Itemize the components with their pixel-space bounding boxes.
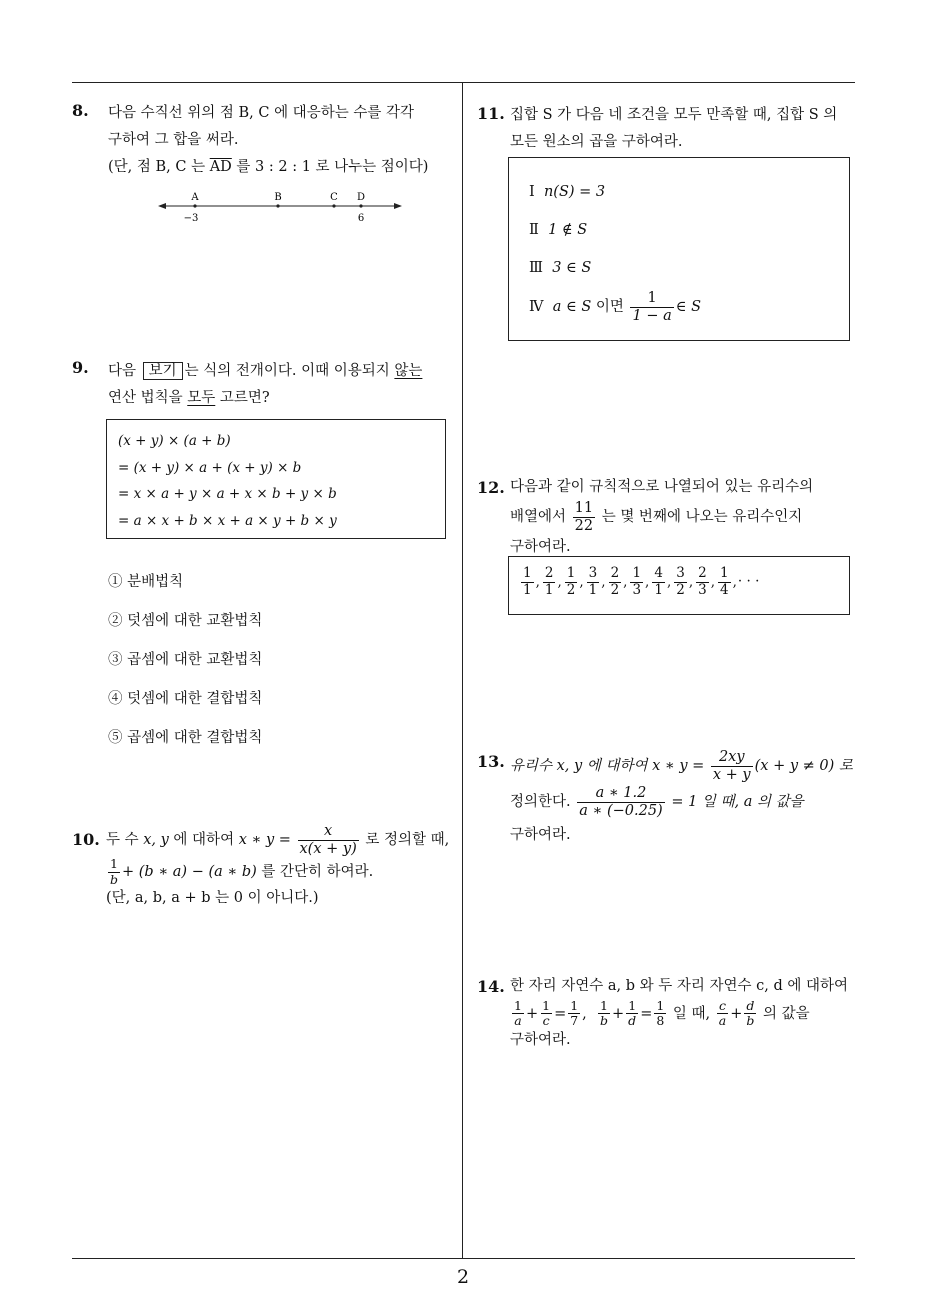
q14-f3-den: 7 [570, 1013, 579, 1029]
condition-4-label: Ⅳ [529, 299, 544, 316]
page-number: 2 [456, 1266, 470, 1288]
q10-line2-post: 를 간단히 하여라. [256, 864, 374, 881]
q14-f7-num: c [718, 998, 726, 1013]
expansion-line: = (x + y) × a + (x + y) × b [118, 459, 302, 476]
q13-line2-pre: 정의한다. [510, 794, 576, 811]
q12-number: 12. [477, 478, 505, 497]
q10-line2 [106, 857, 449, 887]
q9-line2-pre: 연산 법칙을 [108, 390, 188, 406]
q11-conditions-box [508, 157, 850, 341]
q12-target-den: 22 [574, 517, 594, 534]
q14-f5-num: 1 [628, 998, 637, 1013]
q8-number: 8. [72, 101, 89, 120]
point-c-label: C [330, 192, 338, 203]
q10-expr-den: b [110, 871, 119, 887]
point-a-dot [193, 204, 196, 207]
sequence-fraction [609, 566, 622, 598]
q13-number: 13. [477, 752, 505, 771]
sequence-fraction [543, 566, 556, 598]
q12-line2 [510, 500, 813, 534]
sequence-fraction [630, 566, 643, 598]
sequence-num: 1 [632, 565, 642, 581]
condition-4-pre: a ∈ S [552, 299, 592, 316]
q10-line1 [106, 823, 449, 857]
q13-cond-num: a ∗ 1.2 [595, 785, 647, 802]
q14-number: 14. [477, 977, 505, 996]
q14-line3: 구하여라. [510, 1031, 571, 1048]
condition-4-fraction [630, 290, 673, 324]
condition-4-den: 1 − a [632, 307, 672, 324]
sequence-den: 2 [566, 581, 576, 598]
q9-line2-post: 고르면? [215, 390, 270, 406]
q14-f1-den: a [514, 1013, 522, 1029]
sequence-fraction [674, 566, 687, 598]
q10-line1-post: 로 정의할 때, [365, 832, 450, 849]
q13-text [510, 749, 853, 846]
condition-2 [529, 222, 587, 238]
bogi-box: 보기 [143, 362, 183, 380]
condition-1-text: n(S) = 3 [543, 184, 606, 200]
condition-1-label: Ⅰ [529, 184, 535, 200]
sequence-num: 3 [676, 565, 685, 581]
sequence-num: 4 [654, 565, 663, 581]
q9-underlined-not: 않는 [394, 363, 423, 379]
q14-f5-den: d [628, 1013, 637, 1029]
q13-line1-pre: 유리수 x, y 에 대하여 x ∗ y = [510, 758, 709, 775]
q11-number: 11. [477, 104, 505, 123]
sequence-ellipsis: · · · [737, 573, 760, 590]
sequence-fraction [587, 566, 600, 598]
q9-number: 9. [72, 358, 89, 377]
q10-def-fraction [298, 823, 359, 857]
condition-2-text: 1 ∉ S [548, 222, 588, 238]
sequence-fraction [652, 566, 665, 598]
q10-number: 10. [72, 830, 100, 849]
q13-line1-post: (x + y ≠ 0) 로 [754, 758, 853, 775]
q10-line3: (단, a, b, a + b 는 0 이 아니다.) [106, 890, 319, 907]
q14-f4-den: b [600, 1013, 609, 1029]
value-a-label: −3 [183, 213, 199, 224]
number-line [158, 186, 404, 226]
condition-4-post: ∈ S [675, 299, 702, 316]
sequence-den: 1 [544, 581, 554, 598]
sequence-num: 1 [566, 565, 576, 581]
column-separator [462, 82, 463, 1258]
point-b-label: B [274, 192, 282, 203]
sequence-den: 1 [588, 581, 598, 598]
q14-f1-num: 1 [514, 998, 522, 1013]
q13-cond-fraction [577, 785, 664, 819]
segment-ad: $\overline{AD}$ [209, 159, 232, 175]
choice-1[interactable]: ① 분배법칙 [108, 574, 184, 590]
q12-text [510, 474, 813, 560]
q12-line2-pre: 배열에서 [510, 509, 571, 526]
q11-text [510, 102, 837, 156]
sequence-fraction [718, 566, 731, 598]
condition-2-label: Ⅱ [529, 222, 539, 238]
q14-line1: 한 자리 자연수 a, b 와 두 자리 자연수 c, d 에 대하여 [510, 978, 848, 994]
q10-def-den: x(x + y) [299, 840, 357, 857]
q10-def-num: x [324, 823, 333, 839]
condition-4 [529, 290, 701, 324]
condition-3 [529, 260, 591, 276]
sequence-den: 1 [654, 581, 663, 598]
q14-f2-num: 1 [542, 998, 551, 1013]
choice-2[interactable]: ② 덧셈에 대한 교환법칙 [108, 613, 263, 629]
sequence-den: 3 [632, 581, 642, 598]
q9-line1-mid: 는 식의 전개이다. 이때 이용되지 [184, 363, 395, 379]
q13-def-fraction [711, 749, 753, 783]
value-d-label: 6 [357, 213, 365, 224]
point-b-dot [276, 204, 279, 207]
sequence-den: 2 [610, 581, 620, 598]
q8-line1: 다음 수직선 위의 점 B, C 에 대응하는 수를 각각 [108, 105, 414, 121]
q9-expansion-box [106, 419, 446, 539]
q9-text [108, 358, 422, 412]
q14-word-when: 일 때, [668, 1005, 715, 1022]
q14-f4-num: 1 [600, 998, 608, 1013]
q12-line3: 구하여라. [510, 539, 571, 556]
sequence-den: 2 [676, 581, 685, 598]
sequence-num: 1 [523, 565, 532, 581]
q8-text [108, 100, 428, 181]
q10-vars: x, y [143, 832, 169, 849]
q8-line3 [108, 154, 428, 181]
bottom-rule [72, 1258, 855, 1259]
q14-f6-num: 1 [656, 998, 665, 1013]
condition-1 [529, 184, 605, 200]
q14-text [510, 975, 848, 1051]
sequence-fraction [696, 566, 709, 598]
q10-expr-num: 1 [110, 856, 118, 872]
q13-def-den: x + y [712, 766, 751, 783]
q12-line2-post: 는 몇 번째에 나오는 유리수인지 [597, 509, 803, 526]
q13-def-num: 2xy [718, 749, 745, 765]
left-arrow-icon [158, 203, 166, 209]
q8-line3-pre: (단, 점 B, C 는 [108, 159, 210, 175]
choice-4[interactable]: ④ 덧셈에 대한 결합법칙 [108, 691, 263, 707]
choice-3[interactable]: ③ 곱셈에 대한 교환법칙 [108, 652, 263, 668]
expansion-line: = a × x + b × x + a × y + b × y [118, 512, 337, 529]
condition-3-label: Ⅲ [529, 260, 543, 276]
q10-text [106, 823, 449, 909]
q11-line1: 집합 S 가 다음 네 조건을 모두 만족할 때, 집합 S 의 [510, 107, 838, 123]
q10-expr-rest: + (b ∗ a) − (a ∗ b) [122, 864, 257, 881]
q13-cond-den: a ∗ (−0.25) [579, 803, 663, 820]
sequence-num: 2 [544, 565, 554, 581]
q10-expr-fraction [108, 857, 120, 887]
q12-line1: 다음과 같이 규칙적으로 나열되어 있는 유리수의 [510, 479, 814, 495]
sequence-num: 2 [698, 565, 707, 581]
q14-word-value: 의 값을 [758, 1005, 810, 1022]
q13-line2-post: = 1 일 때, a 의 값을 [666, 794, 804, 811]
q14-f8-den: b [746, 1013, 755, 1029]
q9-line1-pre: 다음 [108, 363, 141, 379]
condition-4-num: 1 [647, 290, 657, 306]
q13-line1 [510, 749, 853, 783]
q14-f6-den: 8 [656, 1013, 665, 1029]
expansion-line: = x × a + y × a + x × b + y × b [118, 486, 337, 502]
sequence-num: 1 [720, 565, 729, 581]
q12-sequence: $\frac{1}{1}$ , $\frac{2}{1}$ , $\frac{1}{2}$ , $\frac{3}{1}$ , $\frac{2}{2}$ , $\frac{1}{3}$ , $\frac{4}{1}$ , $\frac{3}{2}$ , $\frac{2}{3}$ , $\frac{1}{4}$ ,· · · [523, 565, 760, 598]
q14-line2: $\frac{1}{a}$ + $\frac{1}{c}$ = $\frac{1}{7}$ , $\frac{1}{b}$ + $\frac{1}{d}$ = $\frac{1}{8}$ 일 때, $\frac{c}{a}$ + $\frac{d}{b}$ 의 값을 [514, 998, 810, 1029]
right-arrow-icon [394, 203, 402, 209]
condition-4-word: 이면 [591, 299, 629, 316]
q14-f7-den: a [718, 1013, 727, 1029]
sequence-fraction [565, 566, 578, 598]
choice-5[interactable]: ⑤ 곱셈에 대한 결합법칙 [108, 730, 263, 746]
q10-def-lhs: x ∗ y = [238, 832, 291, 849]
top-rule [72, 82, 855, 83]
q11-line2: 모든 원소의 곱을 구하여라. [510, 134, 683, 150]
q9-line1 [108, 358, 422, 385]
sequence-fraction [521, 566, 534, 598]
point-c-dot [332, 204, 335, 207]
q12-target-num: 11 [574, 500, 594, 516]
q8-line3-post: 를 3 : 2 : 1 로 나누는 점이다) [231, 159, 429, 175]
q14-f8-num: d [746, 998, 755, 1013]
q14-f2-den: c [542, 1013, 550, 1029]
point-d-label: D [356, 192, 366, 203]
q14-f3-num: 1 [570, 998, 579, 1013]
point-a-label: A [191, 192, 199, 203]
q12-target-fraction [573, 500, 595, 534]
q13-line3: 구하여라. [510, 826, 571, 843]
sequence-den: 3 [698, 581, 707, 598]
condition-3-text: 3 ∈ S [552, 260, 592, 276]
q8-line2: 구하여 그 합을 써라. [108, 132, 239, 148]
q9-underlined-all: 모두 [187, 390, 216, 406]
point-d-dot [359, 204, 362, 207]
sequence-num: 2 [610, 565, 620, 581]
sequence-den: 1 [523, 581, 532, 598]
sequence-den: 4 [720, 581, 729, 598]
q10-line1-mid: 에 대하여 [168, 832, 239, 849]
q13-line2 [510, 785, 853, 819]
q12-sequence-box [508, 556, 850, 615]
q10-line1-pre: 두 수 [106, 832, 144, 849]
sequence-num: 3 [588, 565, 598, 581]
q9-line2 [108, 385, 422, 412]
expansion-line: (x + y) × (a + b) [118, 433, 231, 449]
